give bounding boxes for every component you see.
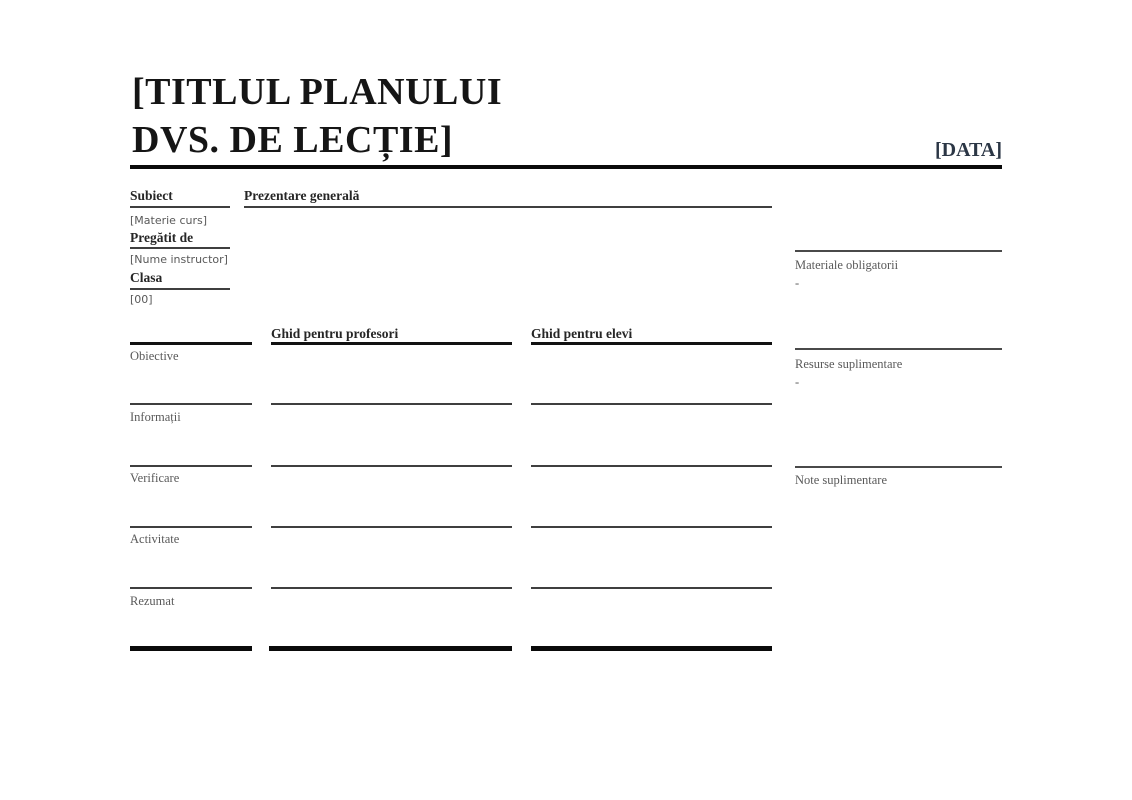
row-divider (271, 403, 512, 405)
subject-underline (130, 206, 230, 208)
teacher-guide-header-rule (271, 342, 512, 345)
row-divider (130, 465, 252, 467)
row-label-summary: Rezumat (130, 594, 175, 608)
row-divider (271, 526, 512, 528)
materials-top-line (795, 250, 1002, 252)
title-divider-rule (130, 165, 1002, 169)
subject-placeholder[interactable]: [Materie curs] (130, 214, 208, 227)
overview-header: Prezentare generală (244, 188, 360, 203)
bottom-rule (269, 646, 512, 651)
row-label-verification: Verificare (130, 471, 180, 485)
class-underline (130, 288, 230, 290)
subject-label: Subiect (130, 188, 173, 203)
row-divider (130, 403, 252, 405)
row-divider (130, 526, 252, 528)
bottom-rule (130, 646, 252, 651)
notes-label: Note suplimentare (795, 473, 887, 487)
class-label: Clasa (130, 270, 163, 285)
row-divider (531, 465, 772, 467)
bottom-rule (531, 646, 772, 651)
date-placeholder[interactable]: [DATA] (934, 139, 1002, 161)
materials-label: Materiale obligatorii (795, 258, 899, 272)
student-guide-header: Ghid pentru elevi (531, 326, 633, 341)
row-divider (271, 587, 512, 589)
overview-underline (244, 206, 772, 208)
teacher-guide-header: Ghid pentru profesori (271, 326, 399, 341)
resources-label: Resurse suplimentare (795, 357, 903, 371)
notes-top-line (795, 466, 1002, 468)
row-divider (130, 587, 252, 589)
prepared-by-label: Pregătit de (130, 230, 194, 245)
row-divider (531, 403, 772, 405)
class-placeholder[interactable]: [00] (130, 293, 153, 306)
row-label-header-rule (130, 342, 252, 345)
student-guide-header-rule (531, 342, 772, 345)
document-title-line-2[interactable]: DVS. DE LECȚIE] (132, 119, 454, 161)
row-label-objectives: Obiective (130, 349, 179, 363)
document-title-line-1[interactable]: [TITLUL PLANULUI (132, 71, 503, 113)
resources-top-line (795, 348, 1002, 350)
materials-value[interactable]: - (795, 276, 800, 290)
row-label-information: Informații (130, 410, 181, 424)
prepared-by-placeholder[interactable]: [Nume instructor] (130, 253, 228, 266)
resources-value[interactable]: - (795, 375, 800, 389)
row-label-activity: Activitate (130, 532, 180, 546)
row-divider (531, 587, 772, 589)
row-divider (271, 465, 512, 467)
row-divider (531, 526, 772, 528)
prepared-by-underline (130, 247, 230, 249)
